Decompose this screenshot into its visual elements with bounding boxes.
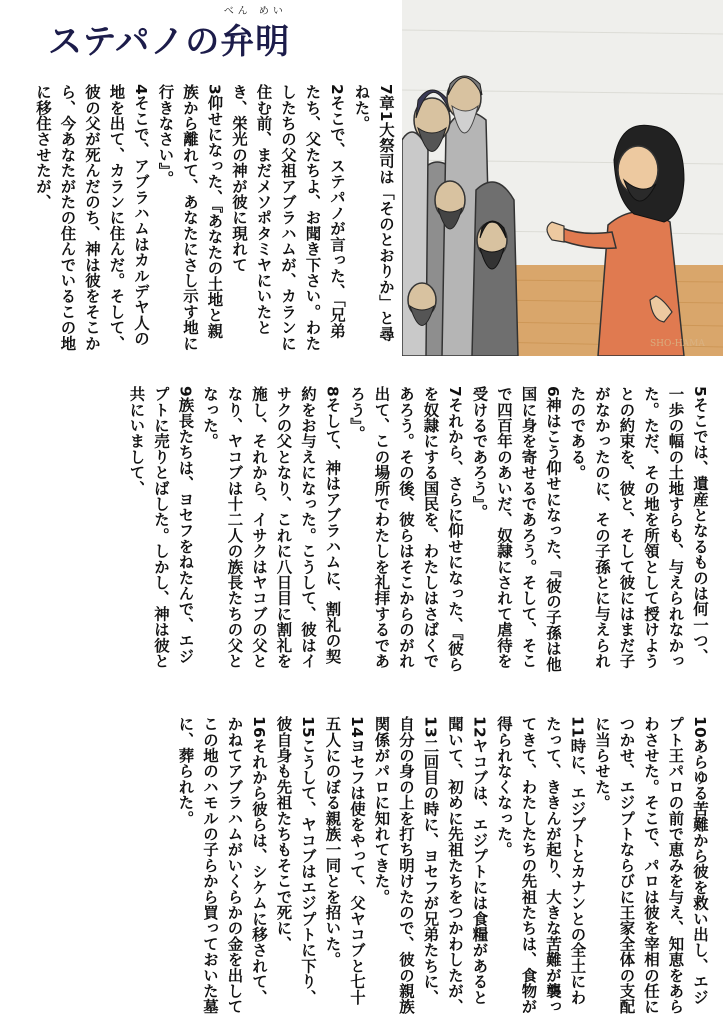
verse-paragraph: 16それから彼らは、シケムに移されて、かねてアブラハムがいくらかの金を出してこの地のハモルの子らから買っておいた墓に、葬られた。 xyxy=(176,716,268,1015)
verse-block-3 xyxy=(12,716,712,1016)
verse-paragraph: 7それから、さらに仰せになった、『彼らを奴隷にする国民を、わたしはさばくであろう。その後、彼らはそこからのがれ出て、この場所でわたしを礼拝するであろう』。 xyxy=(348,386,464,672)
verse-paragraph: 7章1大祭司は「そのとおりか」と尋ねた。 xyxy=(352,84,395,342)
verse-paragraph: 8そして、神はアブラハムに、割礼の契約をお与えになった。こうして、彼はイサクの父となり、これに八日目に割礼を施し、それから、イサクはヤコブの父となり、ヤコブは十二人の族長たちの父となった。 xyxy=(201,386,342,669)
title-ruby: べん めい xyxy=(223,6,287,17)
verse-paragraph: 13二回目の時に、ヨセフが兄弟たちに、自分の身の上を打ち明けたので、彼の親族関係がパロに知れてきた。 xyxy=(372,716,440,1015)
title-kanji xyxy=(220,6,291,63)
verse-paragraph: 12ヤコブは、エジプトには食糧があると聞いて、初めに先祖たちをつかわしたが、 xyxy=(446,716,489,1015)
title-prefix: ステパノの xyxy=(48,22,221,62)
illustration xyxy=(402,0,723,356)
verse-paragraph: 10あらゆる苦難から彼を救い出し、エジプト王パロの前で恵みを与え、知恵をあらわさせた。そこで、パロは彼を宰相の任につかせ、エジプトならびに王家全体の支配に当らせた。 xyxy=(593,716,709,1015)
verse-block-1 xyxy=(12,84,398,352)
verse-paragraph: 3仰せになった、『あなたの土地と親族から離れて、あなたにさし示す地に行きなさい』。 xyxy=(156,84,224,351)
illustration-svg xyxy=(402,0,723,356)
verse-paragraph: 5そこでは、遺産となるものは何一つ、一歩の幅の土地すらも、与えられなかった。ただ、その地を所領として授けようとの約束を、彼と、そして彼にはまだ子がなかったのに、その子孫とに与えられたのである。 xyxy=(568,386,709,669)
verse-paragraph: 15こうして、ヤコブはエジプトに下り、彼自身も先祖たちもそこで死に、 xyxy=(274,716,317,1005)
verse-paragraph: 14ヨセフは使をやって、父ヤコブと七十五人にのぼる親族一同とを招いた。 xyxy=(323,716,366,1005)
verse-paragraph: 2そこで、ステパノが言った、「兄弟たち、父たちよ、お聞き下さい。わたしたちの父祖アブラハムが、カランに住む前、まだメソポタミヤにいたとき、栄光の神が彼に現れて xyxy=(230,84,346,351)
verse-block-2 xyxy=(12,386,712,676)
verse-paragraph: 4そこで、アブラハムはカルデヤ人の地を出て、カランに住んだ。そして、彼の父が死んだのち、神は彼をそこから、今あなたがたの住んでいるこの地に移住させたが、 xyxy=(34,84,150,351)
page-title xyxy=(48,6,291,63)
watermark-text: SHO-HAMA xyxy=(650,339,705,349)
title-kanji-text: 弁明 xyxy=(220,22,291,62)
verse-paragraph: 9族長たちは、ヨセフをねたんで、エジプトに売りとばした。しかし、神は彼と共にいまして、 xyxy=(127,386,195,669)
verse-paragraph: 6神はこう仰せになった、『彼の子孫は他国に身を寄せるであろう。そして、そこで四百年のあいだ、奴隷にされて虐待を受けるであろう』。 xyxy=(470,386,562,672)
verse-paragraph: 11時に、エジプトとカナンとの全土にわたって、ききんが起り、大きな苦難が襲ってきて、わたしたちの先祖たちは、食物が得られなくなった。 xyxy=(495,716,587,1015)
